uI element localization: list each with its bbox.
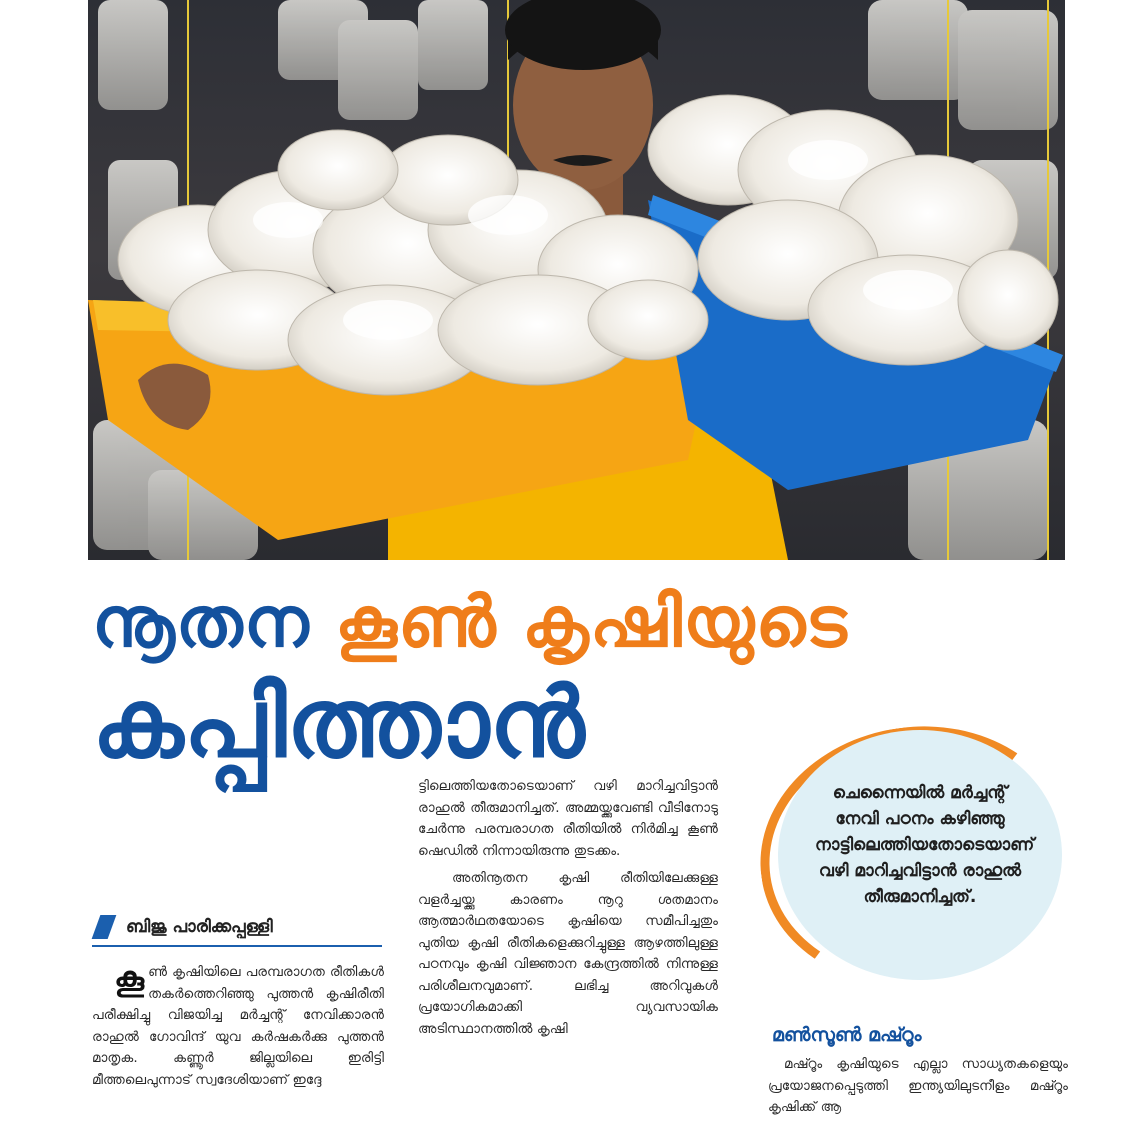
headline-part-1: നൂതന (92, 581, 310, 663)
pullquote-text: ചെന്നൈയിൽ മർച്ചന്റ് നേവി പഠനം കഴിഞ്ഞു നാട്ടിലെത്തിയതോടെയാണ് വഴി മാറിച്ചവിട്ടാൻ രാഹുൽ തീരുമാനിച്ചത്. (815, 783, 1035, 907)
byline-author: ബിജു പാരിക്കപ്പള്ളി (126, 917, 273, 937)
byline-slash-icon (92, 915, 117, 939)
column-2-paragraph-2: അതിനൂതന കൃഷി രീതിയിലേക്കുള്ള വളർച്ചയ്ക്കു കാരണം നൂറു ശതമാനം ആത്മാർഥതയോടെ കൃഷിയെ സമീപിച്ചതും പുതിയ കൃഷി രീതികളെക്കുറിച്ചുള്ള ആഴത്തിലുള്ള പഠനവും കൃഷി വിജ്ഞാന കേന്ദ്രത്തിൽ നിന്നുള്ള പരിശീലനവുമാണ്. ലഭിച്ച അറിവുകൾ പ്രയോഗികമാക്കി വ്യവസായിക അടിസ്ഥാനത്തിൽ കൃഷി (418, 870, 718, 1037)
byline (92, 912, 382, 947)
pullquote (778, 730, 1062, 980)
headline-part-2: കൂൺ കൃഷിയുടെ (334, 581, 848, 663)
column-2-paragraph-1: ട്ടിലെത്തിയതോടെയാണ് വഴി മാറിച്ചവിട്ടാൻ രാഹുൽ തീരുമാനിച്ചത്. അമ്മയ്ക്കുവേണ്ടി വീടിനോടു ചേർന്നു പരമ്പരാഗത രീതിയിൽ നിർമിച്ച കൂൺ ഷെഡിൽ നിന്നായിരുന്നു തുടക്കം. (418, 778, 718, 859)
byline-rule (92, 945, 382, 947)
article-column-3 (768, 1024, 1068, 1119)
photo-illustration (88, 0, 1065, 560)
headline-line-1 (92, 578, 992, 666)
headline-line-2: കപ്പിത്താൻ (92, 667, 585, 779)
article-column-1 (92, 959, 384, 1091)
drop-cap: കൂ (114, 959, 145, 999)
column-1-paragraph (92, 959, 384, 1091)
column-1-text: ൺ കൃഷിയിലെ പരമ്പരാഗത രീതികൾ തകർത്തെറിഞ്ഞു പുത്തൻ കൃഷിരീതി പരീക്ഷിച്ചു വിജയിച്ച മർച്ചന്റ് നേവിക്കാരൻ രാഹുൽ ഗോവിന്ദ് യുവ കർഷകർക്കു പുത്തൻ മാതൃക. കണ്ണൂർ ജില്ലയിലെ ഇരിട്ടി മീത്തലെപുന്നാട് സ്വദേശിയാണ് ഇദ്ദേ (92, 964, 384, 1088)
column-3-paragraph: മഷ്റൂം കൃഷിയുടെ എല്ലാ സാധ്യതകളെയും പ്രയോജനപ്പെടുത്തി ഇന്ത്യയിലുടനീളം മഷ്റൂം കൃഷിക്ക് ആ (768, 1056, 1068, 1115)
subheading: മൺസൂൺ മഷ്റൂം (772, 1024, 922, 1046)
article-photo (88, 0, 1065, 560)
article-column-2 (418, 776, 718, 1040)
